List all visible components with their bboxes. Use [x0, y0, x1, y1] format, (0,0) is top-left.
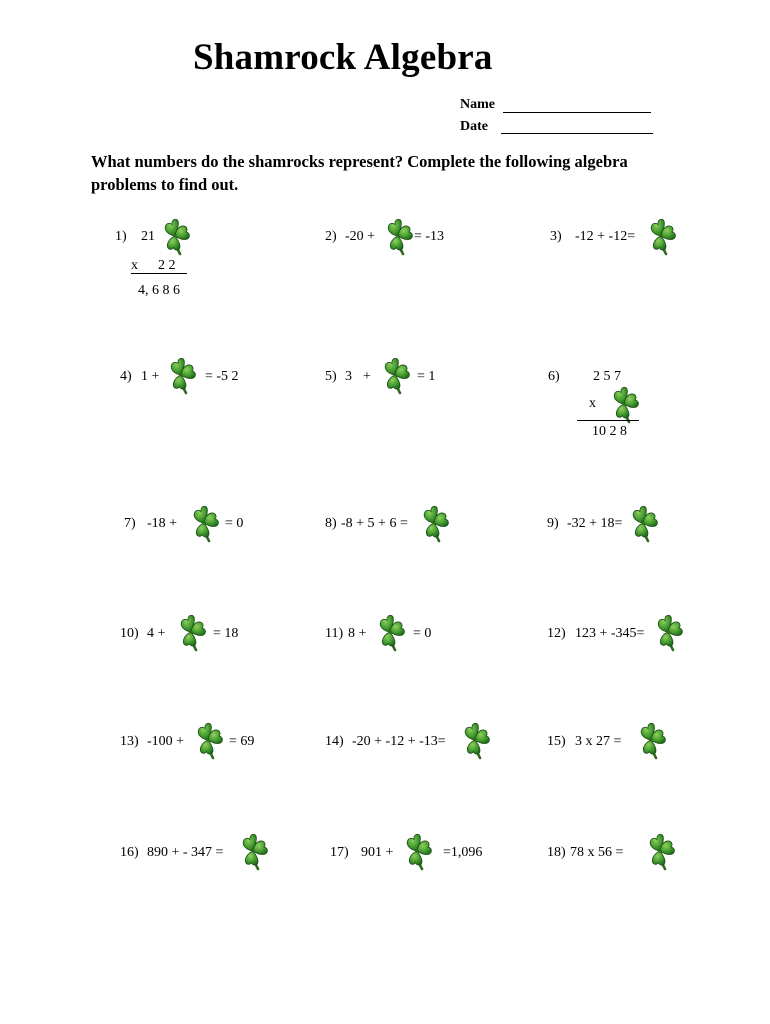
- name-label: Name: [460, 97, 495, 112]
- shamrock-icon: [372, 612, 408, 652]
- multiply-sign: x: [131, 258, 138, 273]
- problem-number: 4): [120, 369, 132, 384]
- divider: [131, 273, 187, 274]
- problem-number: 1): [115, 229, 127, 244]
- page-title: Shamrock Algebra: [193, 37, 493, 78]
- problem-number: 17): [330, 845, 349, 860]
- problem-text: -32 + 18=: [567, 516, 623, 531]
- shamrock-icon: [235, 831, 271, 871]
- problem-number: 11): [325, 626, 344, 641]
- problem-text: 4 +: [147, 626, 166, 641]
- problem-text: = 0: [413, 626, 432, 641]
- problem-number: 8): [325, 516, 337, 531]
- shamrock-icon: [650, 612, 686, 652]
- problem-text: -18 +: [147, 516, 178, 531]
- problem-text: = -13: [414, 229, 445, 244]
- name-field[interactable]: [503, 112, 651, 113]
- shamrock-icon: [173, 612, 209, 652]
- shamrock-icon: [457, 720, 493, 760]
- problem-number: 5): [325, 369, 337, 384]
- problem-number: 9): [547, 516, 559, 531]
- problem-text: = 1: [417, 369, 436, 384]
- divider: [577, 420, 639, 421]
- shamrock-icon: [642, 831, 678, 871]
- problem-number: 3): [550, 229, 562, 244]
- shamrock-icon: [380, 216, 416, 256]
- problem-result: 10 2 8: [592, 424, 627, 439]
- shamrock-icon: [399, 831, 435, 871]
- problem-number: 10): [120, 626, 139, 641]
- shamrock-icon: [163, 355, 199, 395]
- multiply-sign: x: [589, 396, 596, 411]
- problem-text: +: [363, 369, 371, 384]
- problem-text: = -5 2: [205, 369, 239, 384]
- problem-text: -12 + -12=: [575, 229, 636, 244]
- problem-text: = 0: [225, 516, 244, 531]
- problem-text: -20 + -12 + -13=: [352, 734, 446, 749]
- problem-text: 2 5 7: [593, 369, 621, 384]
- problem-text: 21: [141, 229, 155, 244]
- problem-text: 2 2: [158, 258, 176, 273]
- problem-text: 1 +: [141, 369, 160, 384]
- shamrock-icon: [416, 503, 452, 543]
- problem-number: 6): [548, 369, 560, 384]
- problem-text: =1,096: [443, 845, 483, 860]
- problem-number: 18): [547, 845, 566, 860]
- shamrock-icon: [157, 216, 193, 256]
- problem-text: -20 +: [345, 229, 376, 244]
- date-field[interactable]: [501, 133, 653, 134]
- shamrock-icon: [643, 216, 679, 256]
- date-label: Date: [460, 119, 488, 134]
- problem-text: -100 +: [147, 734, 185, 749]
- problem-number: 7): [124, 516, 136, 531]
- problem-number: 14): [325, 734, 344, 749]
- shamrock-icon: [377, 355, 413, 395]
- problem-number: 16): [120, 845, 139, 860]
- problem-text: -8 + 5 + 6 =: [341, 516, 408, 531]
- problem-number: 15): [547, 734, 566, 749]
- instructions: What numbers do the shamrocks represent? Complete the following algebra problems to find out.: [91, 152, 628, 194]
- shamrock-icon: [186, 503, 222, 543]
- problem-text: 901 +: [361, 845, 394, 860]
- shamrock-icon: [625, 503, 661, 543]
- problem-number: 13): [120, 734, 139, 749]
- problem-text: 3: [345, 369, 352, 384]
- problem-number: 2): [325, 229, 337, 244]
- problem-text: 8 +: [348, 626, 367, 641]
- problem-result: 4, 6 8 6: [138, 283, 180, 298]
- problem-text: 3 x 27 =: [575, 734, 622, 749]
- shamrock-icon: [633, 720, 669, 760]
- problem-text: 890 + - 347 =: [147, 845, 224, 860]
- shamrock-icon: [190, 720, 226, 760]
- problem-text: 78 x 56 =: [570, 845, 624, 860]
- shamrock-icon: [606, 384, 642, 424]
- problem-text: 123 + -345=: [575, 626, 645, 641]
- problem-number: 12): [547, 626, 566, 641]
- problem-text: = 18: [213, 626, 239, 641]
- problem-text: = 69: [229, 734, 255, 749]
